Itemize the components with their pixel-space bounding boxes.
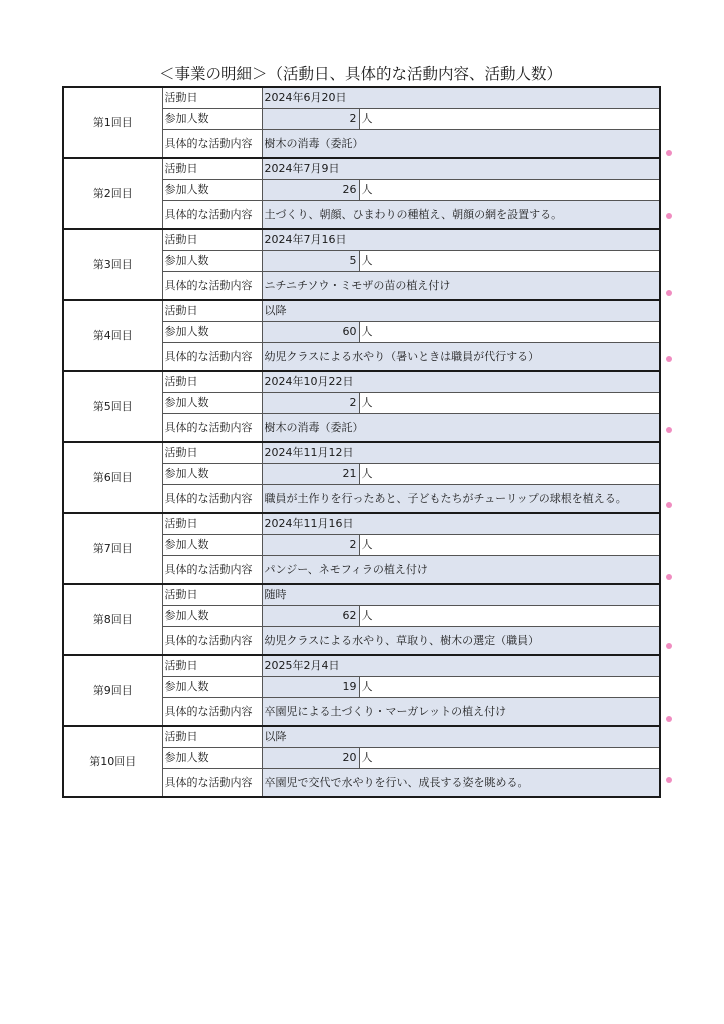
round-number: 第9回目 — [63, 655, 162, 726]
participants-label: 参加人数 — [162, 748, 262, 769]
participants-label: 参加人数 — [162, 393, 262, 414]
round-number: 第5回目 — [63, 371, 162, 442]
content-label: 具体的な活動内容 — [162, 130, 262, 159]
activity-date-row — [63, 726, 660, 748]
round-number: 第2回目 — [63, 158, 162, 229]
date-label: 活動日 — [162, 158, 262, 180]
margin-dot — [666, 716, 672, 722]
round-number: 第8回目 — [63, 584, 162, 655]
date-label: 活動日 — [162, 726, 262, 748]
activity-content-value: 卒園児で交代で水やりを行い、成長する姿を眺める。 — [262, 769, 660, 798]
participants-label: 参加人数 — [162, 677, 262, 698]
date-label: 活動日 — [162, 300, 262, 322]
activity-date-row — [63, 655, 660, 677]
participant-unit: 人 — [359, 109, 660, 130]
round-number: 第7回目 — [63, 513, 162, 584]
activity-date-row — [63, 300, 660, 322]
participant-unit: 人 — [359, 677, 660, 698]
participant-count: 5 — [262, 251, 359, 272]
activity-content-value: 職員が土作りを行ったあと、子どもたちがチューリップの球根を植える。 — [262, 485, 660, 514]
participant-count: 2 — [262, 109, 359, 130]
content-label: 具体的な活動内容 — [162, 769, 262, 798]
date-label: 活動日 — [162, 442, 262, 464]
round-number: 第4回目 — [63, 300, 162, 371]
activity-date-row — [63, 229, 660, 251]
participant-count: 62 — [262, 606, 359, 627]
margin-dot — [666, 643, 672, 649]
margin-dot — [666, 427, 672, 433]
activity-content-value: ニチニチソウ・ミモザの苗の植え付け — [262, 272, 660, 301]
content-label: 具体的な活動内容 — [162, 627, 262, 656]
activity-rows — [63, 87, 660, 797]
activity-date-value: 2024年7月9日 — [262, 158, 660, 180]
date-label: 活動日 — [162, 371, 262, 393]
participants-label: 参加人数 — [162, 109, 262, 130]
activity-content-value: 幼児クラスによる水やり、草取り、樹木の選定（職員） — [262, 627, 660, 656]
activity-date-row — [63, 442, 660, 464]
participant-unit: 人 — [359, 535, 660, 556]
participants-label: 参加人数 — [162, 535, 262, 556]
activity-date-value: 以降 — [262, 300, 660, 322]
participants-label: 参加人数 — [162, 606, 262, 627]
margin-dot — [666, 356, 672, 362]
participant-unit: 人 — [359, 393, 660, 414]
margin-dot — [666, 150, 672, 156]
margin-dot — [666, 290, 672, 296]
content-label: 具体的な活動内容 — [162, 272, 262, 301]
page-title: ＜事業の明細＞（活動日、具体的な活動内容、活動人数） — [158, 65, 562, 83]
activity-date-row — [63, 87, 660, 109]
content-label: 具体的な活動内容 — [162, 414, 262, 443]
participant-count: 2 — [262, 535, 359, 556]
date-label: 活動日 — [162, 584, 262, 606]
content-label: 具体的な活動内容 — [162, 201, 262, 230]
participant-count: 21 — [262, 464, 359, 485]
round-number: 第6回目 — [63, 442, 162, 513]
participants-label: 参加人数 — [162, 180, 262, 201]
activity-date-row — [63, 584, 660, 606]
activity-content-value: パンジー、ネモフィラの植え付け — [262, 556, 660, 585]
activity-date-value: 2024年10月22日 — [262, 371, 660, 393]
activity-date-value: 2024年6月20日 — [262, 87, 660, 109]
participant-unit: 人 — [359, 322, 660, 343]
margin-dot — [666, 502, 672, 508]
participants-label: 参加人数 — [162, 322, 262, 343]
round-number: 第1回目 — [63, 87, 162, 158]
date-label: 活動日 — [162, 655, 262, 677]
activity-date-row — [63, 513, 660, 535]
margin-dot — [666, 574, 672, 580]
activity-date-value: 2024年7月16日 — [262, 229, 660, 251]
activity-detail-table — [62, 86, 661, 798]
participant-count: 20 — [262, 748, 359, 769]
participant-count: 26 — [262, 180, 359, 201]
activity-date-value: 随時 — [262, 584, 660, 606]
round-number: 第10回目 — [63, 726, 162, 797]
activity-date-value: 2025年2月4日 — [262, 655, 660, 677]
activity-date-value: 以降 — [262, 726, 660, 748]
content-label: 具体的な活動内容 — [162, 485, 262, 514]
participant-count: 60 — [262, 322, 359, 343]
participant-count: 19 — [262, 677, 359, 698]
date-label: 活動日 — [162, 229, 262, 251]
activity-content-value: 幼児クラスによる水やり（暑いときは職員が代行する） — [262, 343, 660, 372]
participant-count: 2 — [262, 393, 359, 414]
participant-unit: 人 — [359, 251, 660, 272]
content-label: 具体的な活動内容 — [162, 556, 262, 585]
participant-unit: 人 — [359, 748, 660, 769]
participant-unit: 人 — [359, 606, 660, 627]
activity-content-value: 土づくり、朝顔、ひまわりの種植え、朝顔の網を設置する。 — [262, 201, 660, 230]
round-number: 第3回目 — [63, 229, 162, 300]
content-label: 具体的な活動内容 — [162, 698, 262, 727]
activity-content-value: 樹木の消毒（委託） — [262, 130, 660, 159]
activity-date-row — [63, 371, 660, 393]
activity-content-value: 樹木の消毒（委託） — [262, 414, 660, 443]
participants-label: 参加人数 — [162, 464, 262, 485]
date-label: 活動日 — [162, 87, 262, 109]
margin-dot — [666, 213, 672, 219]
content-label: 具体的な活動内容 — [162, 343, 262, 372]
activity-date-row — [63, 158, 660, 180]
date-label: 活動日 — [162, 513, 262, 535]
activity-date-value: 2024年11月12日 — [262, 442, 660, 464]
activity-content-value: 卒園児による土づくり・マーガレットの植え付け — [262, 698, 660, 727]
participants-label: 参加人数 — [162, 251, 262, 272]
participant-unit: 人 — [359, 464, 660, 485]
margin-dot — [666, 777, 672, 783]
participant-unit: 人 — [359, 180, 660, 201]
activity-date-value: 2024年11月16日 — [262, 513, 660, 535]
